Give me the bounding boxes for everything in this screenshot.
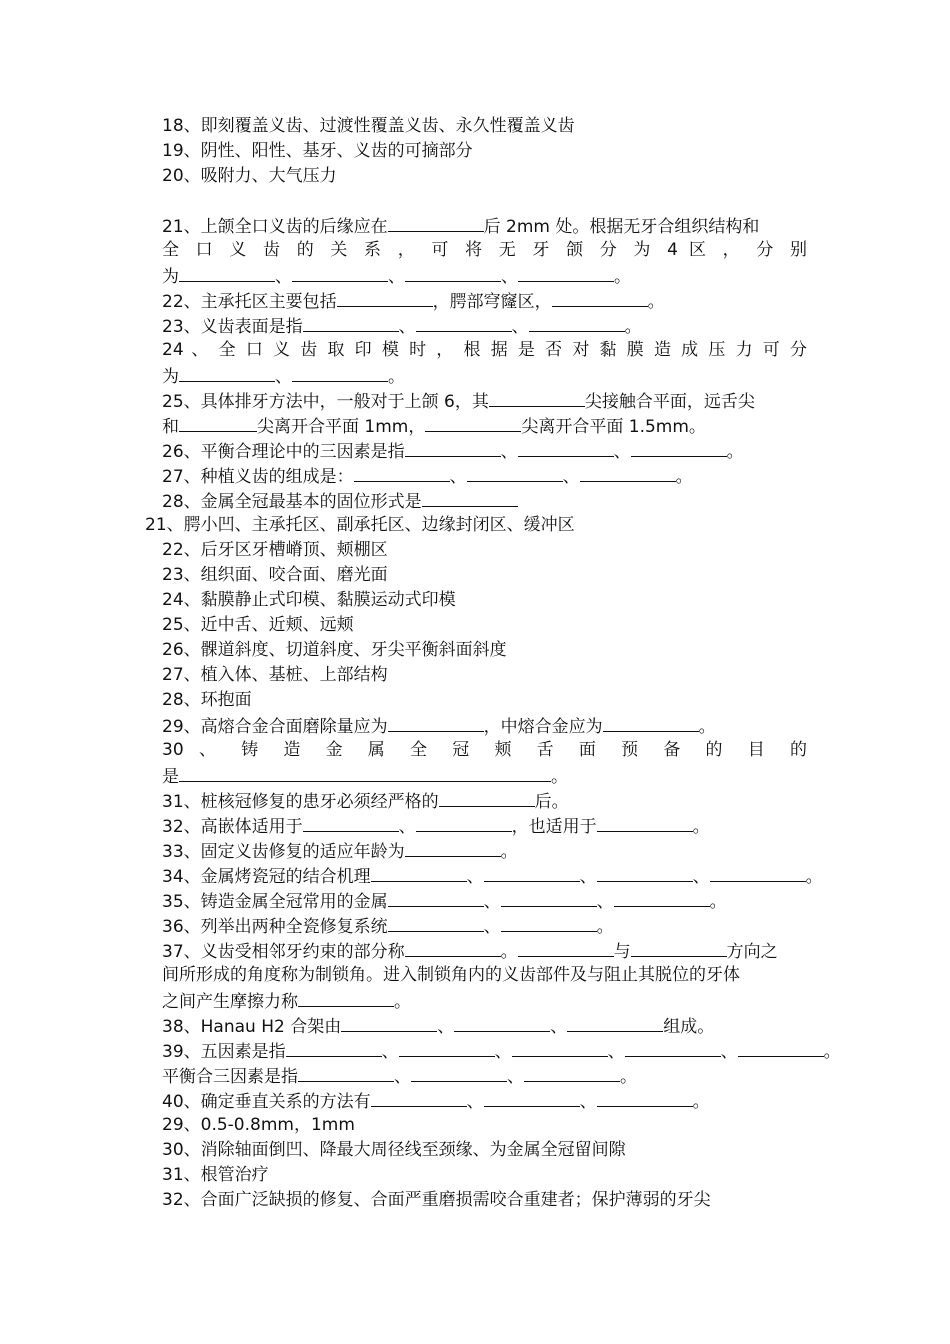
question-text: 组成。 xyxy=(663,1017,715,1037)
answer-text: 20、吸附力、大气压力 xyxy=(162,166,337,186)
separator: 。 xyxy=(675,467,693,487)
question-40 xyxy=(162,1088,710,1114)
answer-line-26 xyxy=(162,638,507,662)
question-text: 是 xyxy=(162,767,179,787)
fill-blank[interactable] xyxy=(625,1038,721,1057)
separator: 。 xyxy=(805,867,823,887)
question-39-line-2 xyxy=(162,1063,637,1089)
fill-blank[interactable] xyxy=(518,938,614,957)
question-text: 34、金属烤瓷冠的结合机理 xyxy=(162,867,371,887)
fill-blank[interactable] xyxy=(388,888,484,907)
question-38 xyxy=(162,1013,714,1039)
question-39-line-1 xyxy=(162,1038,841,1064)
question-text: 40、确定垂直关系的方法有 xyxy=(162,1092,371,1112)
question-30-line-1 xyxy=(162,738,807,762)
question-30-line-2 xyxy=(162,763,568,789)
separator: 、 xyxy=(692,867,710,887)
question-text: 24 、 全 口 义 齿 取 印 模 时 ， 根 据 是 否 对 黏 膜 造 成 压 力 可 分 xyxy=(162,340,807,360)
fill-blank[interactable] xyxy=(303,813,399,832)
separator: 。 xyxy=(620,1067,637,1087)
fill-blank[interactable] xyxy=(179,263,275,282)
question-text: 33、固定义齿修复的适应年龄为 xyxy=(162,842,405,862)
question-text: 后。 xyxy=(534,792,569,812)
question-text: 为 xyxy=(162,267,179,287)
separator: 、 xyxy=(550,1017,568,1037)
fill-blank[interactable] xyxy=(416,813,512,832)
question-25-line-1 xyxy=(162,388,755,414)
question-28 xyxy=(162,488,518,514)
separator: 、 xyxy=(500,442,518,462)
answer-text: 26、髁道斜度、切道斜度、牙尖平衡斜面斜度 xyxy=(162,640,507,660)
separator: 、 xyxy=(275,267,292,287)
fill-blank[interactable] xyxy=(388,913,484,932)
separator: 、 xyxy=(579,867,597,887)
separator: 。 xyxy=(692,817,710,837)
fill-blank[interactable] xyxy=(425,413,521,432)
question-21-line-1 xyxy=(162,213,759,239)
separator: 。 xyxy=(614,267,631,287)
separator: 、 xyxy=(388,267,405,287)
answer-line-30 xyxy=(162,1138,626,1162)
question-27 xyxy=(162,463,693,489)
separator: 。 xyxy=(692,1092,710,1112)
separator: 、 xyxy=(466,867,484,887)
answer-text: 30、消除轴面倒凹、降最大周径线至颈缘、为金属全冠留间隙 xyxy=(162,1140,626,1160)
fill-blank[interactable] xyxy=(567,1013,663,1032)
question-24-line-1 xyxy=(162,338,807,362)
fill-blank[interactable] xyxy=(405,938,501,957)
fill-blank[interactable] xyxy=(631,438,727,457)
question-24-line-2 xyxy=(162,363,405,389)
fill-blank[interactable] xyxy=(388,713,484,732)
question-text: 之间产生摩擦力称 xyxy=(162,992,298,1012)
fill-blank[interactable] xyxy=(405,838,501,857)
separator: 、 xyxy=(562,467,580,487)
fill-blank[interactable] xyxy=(484,863,580,882)
separator: 。 xyxy=(551,767,568,787)
question-26 xyxy=(162,438,744,464)
question-text: 间所形成的角度称为制锁角。进入制锁角内的义齿部件及与阻止其脱位的牙体 xyxy=(162,965,740,985)
answer-line-23 xyxy=(162,563,388,587)
fill-blank[interactable] xyxy=(552,288,648,307)
answer-line-19 xyxy=(162,139,473,163)
separator: 、 xyxy=(494,1042,512,1062)
question-text: 尖离开合平面 1.5mm。 xyxy=(521,417,706,437)
fill-blank[interactable] xyxy=(501,913,597,932)
fill-blank[interactable] xyxy=(710,863,806,882)
answer-text: 31、根管治疗 xyxy=(162,1165,269,1185)
fill-blank[interactable] xyxy=(179,413,257,432)
separator: 、 xyxy=(398,817,416,837)
fill-blank[interactable] xyxy=(501,888,597,907)
question-text: 30 、 铸 造 金 属 全 冠 颊 舌 面 预 备 的 目 的 xyxy=(162,740,807,760)
question-text: 28、金属全冠最基本的固位形式是 xyxy=(162,492,422,512)
separator: 。 xyxy=(624,317,642,337)
question-text: 21、上颌全口义齿的后缘应在 xyxy=(162,217,388,237)
fill-blank[interactable] xyxy=(179,363,275,382)
question-29 xyxy=(162,713,716,739)
question-text: 与 xyxy=(613,942,631,962)
separator: 。 xyxy=(388,367,405,387)
answer-text: 18、即刻覆盖义齿、过渡性覆盖义齿、永久性覆盖义齿 xyxy=(162,116,575,136)
separator: 、 xyxy=(607,1042,625,1062)
question-32 xyxy=(162,813,710,839)
question-text: 31、桩核冠修复的患牙必须经严格的 xyxy=(162,792,439,812)
fill-blank[interactable] xyxy=(298,1063,394,1082)
separator: 。 xyxy=(823,1042,841,1062)
fill-blank[interactable] xyxy=(512,1038,608,1057)
fill-blank[interactable] xyxy=(286,1038,382,1057)
answer-text: 32、合面广泛缺损的修复、合面严重磨损需咬合重建者；保护薄弱的牙尖 xyxy=(162,1190,711,1210)
separator: 、 xyxy=(275,367,292,387)
fill-blank[interactable] xyxy=(179,763,551,782)
question-text: 39、五因素是指 xyxy=(162,1042,286,1062)
fill-blank[interactable] xyxy=(439,788,535,807)
fill-blank[interactable] xyxy=(416,313,512,332)
answer-line-20 xyxy=(162,164,337,188)
fill-blank[interactable] xyxy=(489,388,585,407)
answer-line-27 xyxy=(162,663,388,687)
question-text: 和 xyxy=(162,417,179,437)
fill-blank[interactable] xyxy=(467,463,563,482)
question-text: 方向之 xyxy=(726,942,778,962)
fill-blank[interactable] xyxy=(738,1038,824,1057)
question-text: 后 2mm 处。根据无牙合组织结构和 xyxy=(483,217,760,237)
answer-line-22 xyxy=(162,538,388,562)
fill-blank[interactable] xyxy=(597,1088,693,1107)
question-text: 36、列举出两种全瓷修复系统 xyxy=(162,917,388,937)
answer-text: 22、后牙区牙槽嵴顶、颊棚区 xyxy=(162,540,388,560)
answer-line-28 xyxy=(162,688,252,712)
fill-blank[interactable] xyxy=(405,438,501,457)
answer-text: 28、环抱面 xyxy=(162,690,252,710)
question-text: ，腭部穹窿区， xyxy=(432,292,552,312)
fill-blank[interactable] xyxy=(603,713,699,732)
fill-blank[interactable] xyxy=(597,813,693,832)
question-text: 38、Hanau H2 合架由 xyxy=(162,1017,342,1037)
fill-blank[interactable] xyxy=(580,463,676,482)
question-text: 尖离开合平面 1mm， xyxy=(257,417,426,437)
question-35 xyxy=(162,888,727,914)
question-34 xyxy=(162,863,823,889)
separator: 、 xyxy=(613,442,631,462)
fill-blank[interactable] xyxy=(388,213,484,232)
question-25-line-2 xyxy=(162,413,706,439)
separator: 、 xyxy=(511,317,529,337)
separator: 、 xyxy=(483,892,501,912)
separator: 。 xyxy=(500,942,518,962)
separator: 。 xyxy=(394,992,411,1012)
question-text: 为 xyxy=(162,367,179,387)
question-text: 尖接触合平面，远舌尖 xyxy=(584,392,755,412)
question-text: 26、平衡合理论中的三因素是指 xyxy=(162,442,405,462)
question-37-line-2 xyxy=(162,963,740,987)
question-37-line-1 xyxy=(162,938,778,964)
fill-blank[interactable] xyxy=(337,288,433,307)
answer-text: 24、黏膜静止式印模、黏膜运动式印模 xyxy=(162,590,456,610)
answer-text: 25、近中舌、近颊、远颊 xyxy=(162,615,354,635)
question-text: ，中熔合金应为 xyxy=(483,717,603,737)
question-37-line-3 xyxy=(162,988,411,1014)
separator: 、 xyxy=(596,892,614,912)
separator: 。 xyxy=(709,892,727,912)
separator: 、 xyxy=(449,467,467,487)
separator: 、 xyxy=(501,267,518,287)
fill-blank[interactable] xyxy=(422,488,518,507)
answer-line-21 xyxy=(145,513,575,537)
separator: 。 xyxy=(596,917,614,937)
separator: 、 xyxy=(398,317,416,337)
fill-blank[interactable] xyxy=(524,1063,620,1082)
separator: 、 xyxy=(466,1092,484,1112)
separator: 、 xyxy=(507,1067,524,1087)
fill-blank[interactable] xyxy=(399,1038,495,1057)
fill-blank[interactable] xyxy=(405,263,501,282)
fill-blank[interactable] xyxy=(292,363,388,382)
fill-blank[interactable] xyxy=(354,463,450,482)
question-text: 32、高嵌体适用于 xyxy=(162,817,303,837)
question-text: 25、具体排牙方法中，一般对于上颌 6，其 xyxy=(162,392,489,412)
question-text: ，也适用于 xyxy=(511,817,597,837)
fill-blank[interactable] xyxy=(529,313,625,332)
question-text: 27、种植义齿的组成是： xyxy=(162,467,354,487)
separator: 、 xyxy=(381,1042,399,1062)
fill-blank[interactable] xyxy=(411,1063,507,1082)
separator: 。 xyxy=(698,717,716,737)
answer-text: 29、0.5-0.8mm，1mm xyxy=(162,1115,355,1135)
fill-blank[interactable] xyxy=(341,1013,437,1032)
question-text: 22、主承托区主要包括 xyxy=(162,292,337,312)
fill-blank[interactable] xyxy=(631,938,727,957)
fill-blank[interactable] xyxy=(292,263,388,282)
answer-line-32 xyxy=(162,1188,711,1212)
separator: 、 xyxy=(437,1017,455,1037)
answer-text: 19、阴性、阳性、基牙、义齿的可摘部分 xyxy=(162,141,473,161)
answer-line-24 xyxy=(162,588,456,612)
question-23 xyxy=(162,313,642,339)
question-36 xyxy=(162,913,614,939)
fill-blank[interactable] xyxy=(614,888,710,907)
question-21-line-2 xyxy=(162,238,807,262)
separator: 。 xyxy=(647,292,665,312)
question-text: 全 口 义 齿 的 关 系 ， 可 将 无 牙 颌 分 为 4 区 ， 分 别 xyxy=(162,240,807,260)
fill-blank[interactable] xyxy=(597,863,693,882)
separator: 、 xyxy=(720,1042,738,1062)
answer-line-18 xyxy=(162,114,575,138)
question-text: 37、义齿受相邻牙约束的部分称 xyxy=(162,942,405,962)
answer-line-29 xyxy=(162,1113,355,1137)
separator: 、 xyxy=(579,1092,597,1112)
answer-text: 21、腭小凹、主承托区、副承托区、边缘封闭区、缓冲区 xyxy=(145,515,575,535)
question-33 xyxy=(162,838,518,864)
separator: 。 xyxy=(726,442,744,462)
answer-line-25 xyxy=(162,613,354,637)
fill-blank[interactable] xyxy=(298,988,394,1007)
fill-blank[interactable] xyxy=(518,438,614,457)
separator: 、 xyxy=(483,917,501,937)
question-31 xyxy=(162,788,569,814)
question-text: 23、义齿表面是指 xyxy=(162,317,303,337)
question-text: 平衡合三因素是指 xyxy=(162,1067,298,1087)
fill-blank[interactable] xyxy=(454,1013,550,1032)
fill-blank[interactable] xyxy=(484,1088,580,1107)
question-text: 29、高熔合金合面磨除量应为 xyxy=(162,717,388,737)
answer-text: 23、组织面、咬合面、磨光面 xyxy=(162,565,388,585)
separator: 。 xyxy=(500,842,518,862)
fill-blank[interactable] xyxy=(371,1088,467,1107)
separator: 、 xyxy=(394,1067,411,1087)
question-text: 35、铸造金属全冠常用的金属 xyxy=(162,892,388,912)
question-21-line-3 xyxy=(162,263,631,289)
answer-text: 27、植入体、基桩、上部结构 xyxy=(162,665,388,685)
fill-blank[interactable] xyxy=(518,263,614,282)
question-22 xyxy=(162,288,665,314)
fill-blank[interactable] xyxy=(303,313,399,332)
fill-blank[interactable] xyxy=(371,863,467,882)
answer-line-31 xyxy=(162,1163,269,1187)
